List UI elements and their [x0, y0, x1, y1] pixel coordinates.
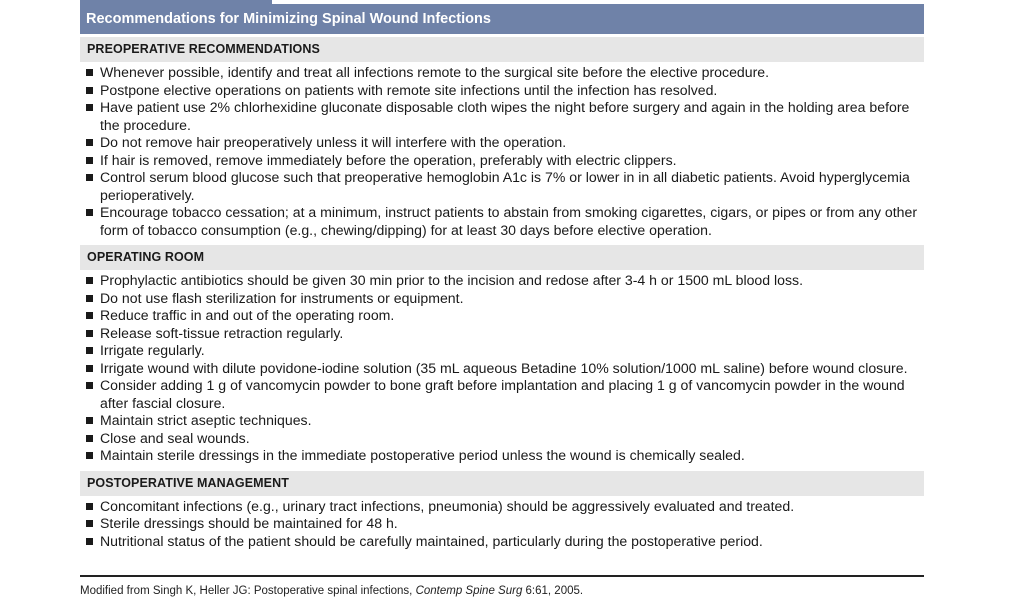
item-list: [80, 62, 924, 242]
square-bullet-icon: [86, 382, 93, 389]
list-item: Encourage tobacco cessation; at a minimum, instruct patients to abstain from smoking cigarettes, cigars, or pipes or from any other form of tobacco consumption (e.g., chewing/dipping) for at least 30 days before elective operation.: [80, 204, 924, 239]
section-postoperative: [80, 471, 924, 554]
section-header: OPERATING ROOM: [80, 245, 924, 270]
square-bullet-icon: [86, 452, 93, 459]
list-item: Irrigate wound with dilute povidone-iodine solution (35 mL aqueous Betadine 10% solution/1000 mL saline) before wound closure.: [80, 360, 924, 378]
list-item: Maintain strict aseptic techniques.: [80, 412, 924, 430]
list-item: Have patient use 2% chlorhexidine gluconate disposable cloth wipes the night before surgery and again in the holding area before the procedure.: [80, 99, 924, 134]
square-bullet-icon: [86, 104, 93, 111]
list-item: Reduce traffic in and out of the operating room.: [80, 307, 924, 325]
square-bullet-icon: [86, 417, 93, 424]
section-header: PREOPERATIVE RECOMMENDATIONS: [80, 37, 924, 62]
list-item: Close and seal wounds.: [80, 430, 924, 448]
square-bullet-icon: [86, 174, 93, 181]
list-item: Do not use flash sterilization for instruments or equipment.: [80, 290, 924, 308]
list-item: Postpone elective operations on patients with remote site infections until the infection has resolved.: [80, 82, 924, 100]
list-item: Whenever possible, identify and treat all infections remote to the surgical site before the elective procedure.: [80, 64, 924, 82]
square-bullet-icon: [86, 69, 93, 76]
list-item: Release soft-tissue retraction regularly.: [80, 325, 924, 343]
section-header: POSTOPERATIVE MANAGEMENT: [80, 471, 924, 496]
square-bullet-icon: [86, 139, 93, 146]
footer-rule: [80, 575, 924, 577]
table-title: Recommendations for Minimizing Spinal Wound Infections: [80, 4, 924, 34]
list-item: Irrigate regularly.: [80, 342, 924, 360]
square-bullet-icon: [86, 312, 93, 319]
square-bullet-icon: [86, 295, 93, 302]
list-item: Prophylactic antibiotics should be given 30 min prior to the incision and redose after 3-4 h or 1500 mL blood loss.: [80, 272, 924, 290]
square-bullet-icon: [86, 520, 93, 527]
square-bullet-icon: [86, 157, 93, 164]
recommendations-table: [80, 4, 924, 553]
list-item: Do not remove hair preoperatively unless it will interfere with the operation.: [80, 134, 924, 152]
journal-name: Contemp Spine Surg: [415, 585, 523, 597]
list-item: Nutritional status of the patient should be carefully maintained, particularly during the postoperative period.: [80, 533, 924, 551]
list-item: Sterile dressings should be maintained for 48 h.: [80, 515, 924, 533]
list-item: Control serum blood glucose such that preoperative hemoglobin A1c is 7% or lower in in all diabetic patients. Avoid hyperglycemia perioperatively.: [80, 169, 924, 204]
list-item: If hair is removed, remove immediately before the operation, preferably with electric clippers.: [80, 152, 924, 170]
square-bullet-icon: [86, 347, 93, 354]
section-preoperative: [80, 37, 924, 242]
square-bullet-icon: [86, 365, 93, 372]
square-bullet-icon: [86, 503, 93, 510]
item-list: [80, 270, 924, 468]
item-list: [80, 496, 924, 554]
square-bullet-icon: [86, 87, 93, 94]
section-operating-room: [80, 245, 924, 468]
source-footnote: Modified from Singh K, Heller JG: Postoperative spinal infections, Contemp Spine Surg 6:61, 2005.: [80, 585, 584, 597]
square-bullet-icon: [86, 435, 93, 442]
list-item: Consider adding 1 g of vancomycin powder to bone graft before implantation and placing 1 g of vancomycin powder in the wound after fascial closure.: [80, 377, 924, 412]
list-item: Concomitant infections (e.g., urinary tract infections, pneumonia) should be aggressively evaluated and treated.: [80, 498, 924, 516]
square-bullet-icon: [86, 209, 93, 216]
square-bullet-icon: [86, 538, 93, 545]
list-item: Maintain sterile dressings in the immediate postoperative period unless the wound is chemically sealed.: [80, 447, 924, 465]
square-bullet-icon: [86, 277, 93, 284]
square-bullet-icon: [86, 330, 93, 337]
